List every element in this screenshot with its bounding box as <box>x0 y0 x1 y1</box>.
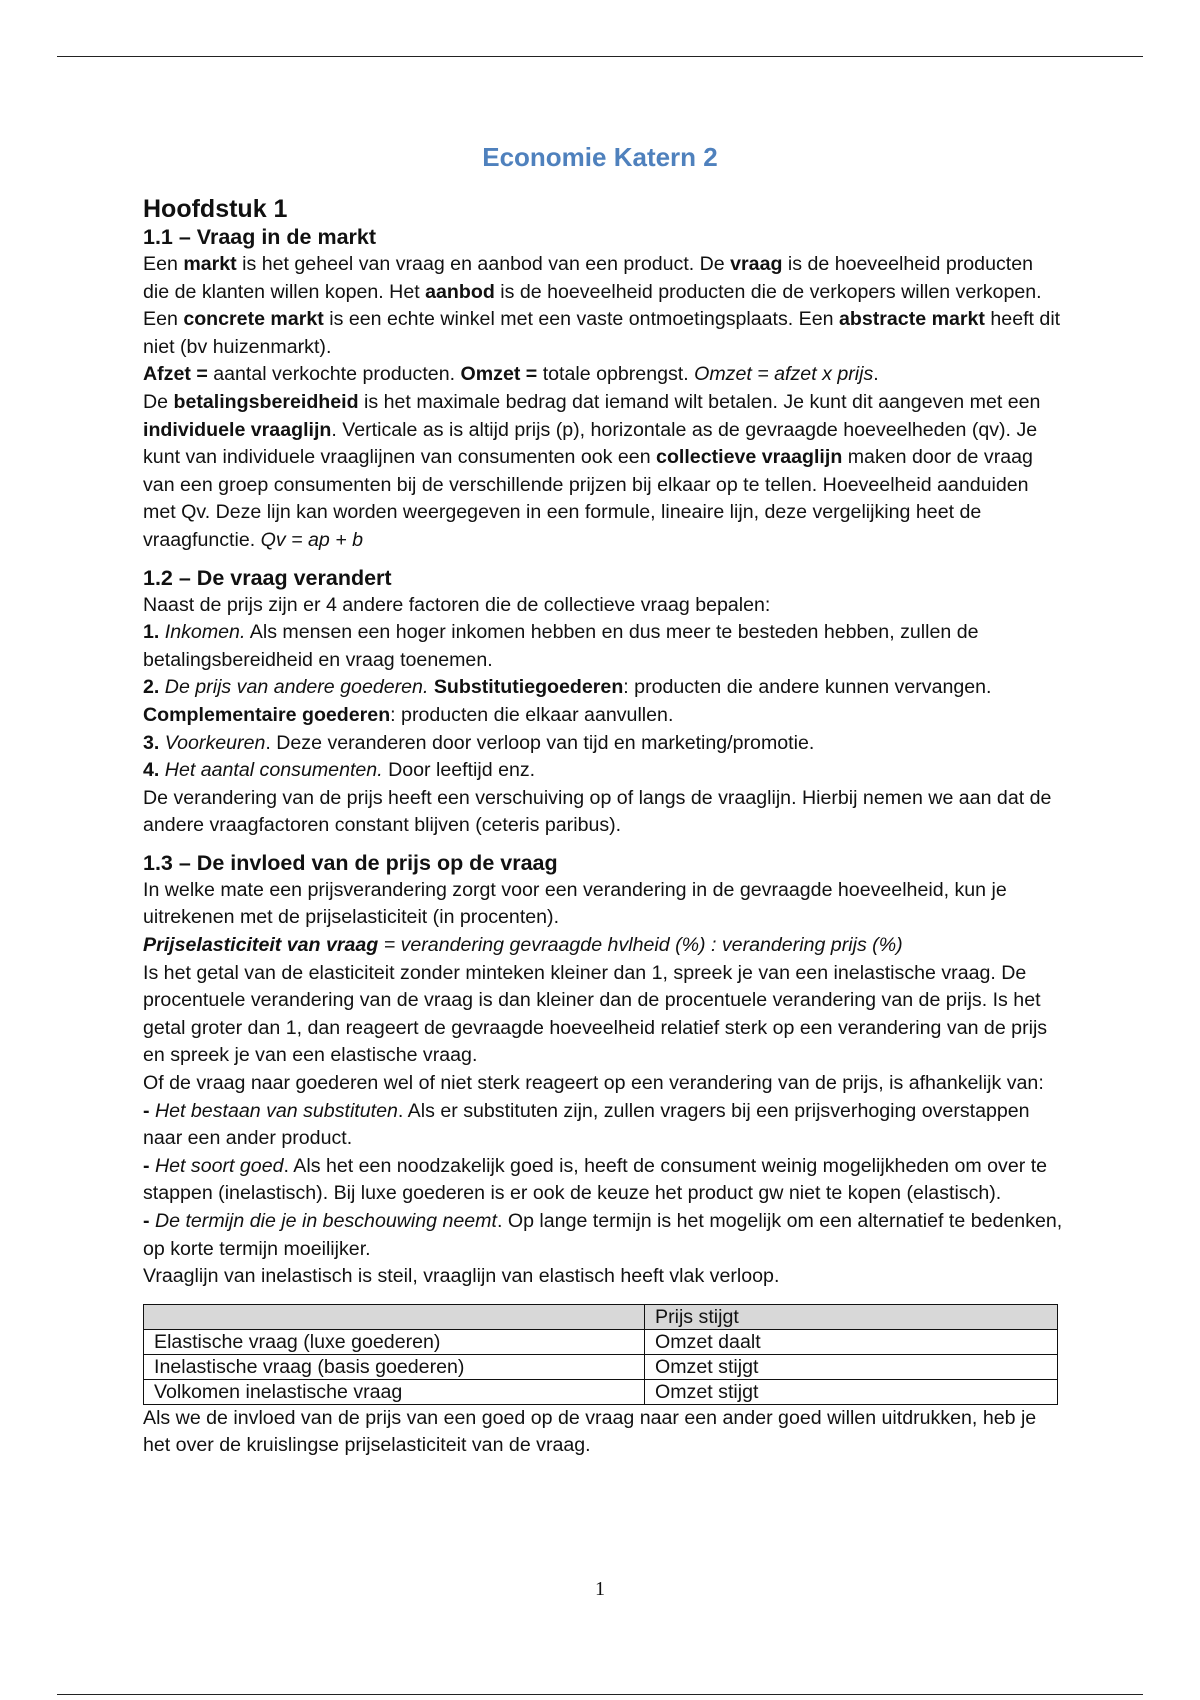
paragraph-markt: Een markt is het geheel van vraag en aanbod van een product. De vraag is de hoeveelheid producten die de klanten willen kopen. Het aanbod is de hoeveelheid producten die de verkopers willen verkopen. Een concrete markt is een echte winkel met een vaste ontmoetingsplaats. Een abstracte markt heeft dit niet (bv huizenmarkt). <box>143 253 1061 358</box>
document-title: Economie Katern 2 <box>482 142 718 172</box>
paragraph-prijsverandering: In welke mate een prijsverandering zorgt voor een verandering in de gevraagde hoeveelheid, kun je uitrekenen met de prijselasticiteit (in procenten). <box>143 878 1007 929</box>
header-rule <box>57 56 1143 57</box>
paragraph-factoren-intro: Naast de prijs zijn er 4 andere factoren die de collectieve vraag bepalen: <box>143 593 771 616</box>
paragraph-ceteris-paribus: De verandering van de prijs heeft een verschuiving op of langs de vraaglijn. Hierbij nemen we aan dat de andere vraagfactoren constant blijven (ceteris paribus). <box>143 786 1052 837</box>
section-heading-1-3: 1.3 – De invloed van de prijs op de vraag <box>143 850 558 875</box>
factor-item: 4. Het aantal consumenten. Door leeftijd enz. <box>143 759 536 782</box>
table-row <box>144 1354 1058 1379</box>
table-row <box>144 1379 1058 1404</box>
paragraph-vraaglijn: Vraaglijn van inelastisch is steil, vraaglijn van elastisch heeft vlak verloop. <box>143 1265 780 1288</box>
page-number: 1 <box>595 1578 605 1600</box>
table-header-row <box>144 1304 1058 1329</box>
table-cell: Omzet stijgt <box>645 1379 1058 1404</box>
table-cell: Omzet daalt <box>645 1329 1058 1354</box>
paragraph-inelastisch: Is het getal van de elasticiteit zonder minteken kleiner dan 1, spreek je van een inelastische vraag. De procentuele verandering van de vraag is dan kleiner dan de procentuele verandering van de prijs. Is het getal groter dan 1, dan reageert de gevraagde hoeveelheid relatief sterk op een verandering van de prijs en spreek je van een elastische vraag. <box>143 961 1048 1067</box>
factor-item: 3. Voorkeuren. Deze veranderen door verloop van tijd en marketing/promotie. <box>143 731 815 754</box>
table-row <box>144 1329 1058 1354</box>
factor-item: 2. De prijs van andere goederen. Substitutiegoederen: producten die andere kunnen vervangen. Complementaire goederen: producten die elkaar aanvullen. <box>143 676 992 726</box>
table-cell: Inelastische vraag (basis goederen) <box>144 1354 645 1379</box>
section-heading-1-1: 1.1 – Vraag in de markt <box>143 225 377 249</box>
footer-rule <box>57 1694 1143 1695</box>
elasticity-table <box>143 1304 1058 1405</box>
bullet-item: - De termijn die je in beschouwing neemt. Op lange termijn is het mogelijk om een alternatief te bedenken, op korte termijn moeilijker. <box>143 1210 1063 1260</box>
table-cell: Omzet stijgt <box>645 1354 1058 1379</box>
elasticity-formula: Prijselasticiteit van vraag = verandering gevraagde hvlheid (%) : verandering prijs (%) <box>143 934 903 957</box>
table-header-cell <box>144 1304 645 1329</box>
section-heading-1-2: 1.2 – De vraag verandert <box>143 565 392 590</box>
bullet-item: - Het soort goed. Als het een noodzakelijk goed is, heeft de consument weinig mogelijkheden om over te stappen (inelastisch). Bij luxe goederen is er ook de keuze het product gw niet te kopen (elastisch). <box>143 1154 1048 1205</box>
factor-item: 1. Inkomen. Als mensen een hoger inkomen hebben en dus meer te besteden hebben, zullen de betalingsbereidheid en vraag toenemen. <box>143 621 979 671</box>
table-cell: Elastische vraag (luxe goederen) <box>144 1329 645 1354</box>
document-body <box>143 194 1063 1460</box>
paragraph-afhankelijk: Of de vraag naar goederen wel of niet sterk reageert op een verandering van de prijs, is afhankelijk van: <box>143 1072 1044 1095</box>
bullet-item: - Het bestaan van substituten. Als er substituten zijn, zullen vragers bij een prijsverhoging overstappen naar een ander product. <box>143 1099 1030 1150</box>
paragraph-kruislingse: Als we de invloed van de prijs van een goed op de vraag naar een ander goed willen uitdrukken, heb je het over de kruislingse prijselasticiteit van de vraag. <box>143 1406 1037 1457</box>
paragraph-afzet-omzet: Afzet = aantal verkochte producten. Omzet = totale opbrengst. Omzet = afzet x prijs. <box>143 363 879 386</box>
paragraph-betalingsbereidheid: De betalingsbereidheid is het maximale bedrag dat iemand wilt betalen. Je kunt dit aangeven met een individuele vraaglijn. Verticale as is altijd prijs (p), horizontale as de gevraagde hoeveelheden (qv). Je kunt van individuele vraaglijnen van consumenten ook een collectieve vraaglijn maken door de vraag van een groep consumenten bij de verschillende prijzen bij elkaar op te tellen. Hoeveelheid aanduiden met Qv. Deze lijn kan worden weergegeven in een formule, lineaire lijn, deze vergelijking heet de vraagfunctie. Qv = ap + b <box>143 390 1041 551</box>
chapter-heading: Hoofdstuk 1 <box>143 195 288 223</box>
table-header-cell: Prijs stijgt <box>645 1304 1058 1329</box>
table-cell: Volkomen inelastische vraag <box>144 1379 645 1404</box>
